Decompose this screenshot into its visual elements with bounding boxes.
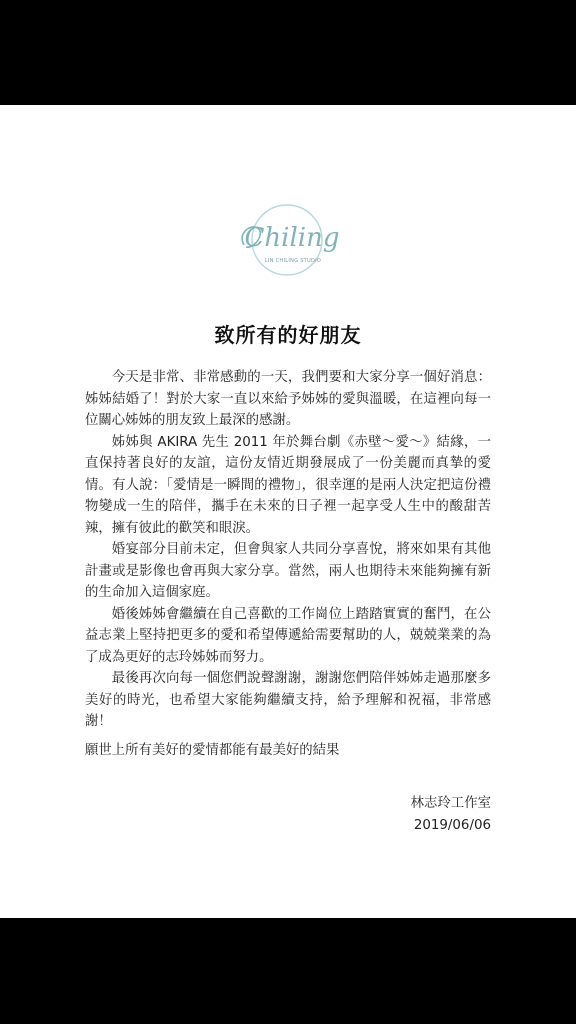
letter-page: [0, 105, 576, 918]
signature-block: [411, 793, 491, 836]
letter-paragraph: 婚宴部分目前未定，但會與家人共同分享喜悅，將來如果有其他計畫或是影像也會再與大家分享。當然，兩人也期待未來能夠擁有新的生命加入這個家庭。: [85, 542, 491, 600]
letter-paragraph: 今天是非常、非常感動的一天，我們要和大家分享一個好消息：姊姊結婚了！對於大家一直以來給予姊姊的愛與溫暖，在這裡向每一位關心姊姊的朋友致上最深的感謝。: [85, 370, 491, 428]
letter-paragraph: 姊姊與 AKIRA 先生 2011 年於舞台劇《赤壁～愛～》結緣，一直保持著良好的友誼，這份友情近期發展成了一份美麗而真摯的愛情。有人說：「愛情是一瞬間的禮物」，很幸運的是兩人決定把這份禮物變成一生的陪伴，攜手在未來的日子裡一起享受人生中的酸甜苦辣，擁有彼此的歡笑和眼淚。: [85, 434, 491, 536]
logo-script-text: Chiling: [244, 223, 340, 253]
letter-title: 致所有的好朋友: [214, 323, 362, 347]
closing-wish: 願世上所有美好的愛情都能有最美好的結果: [85, 743, 340, 758]
letter-paragraph: 最後再次向每一個您們說聲謝謝，謝謝您們陪伴姊姊走過那麼多美好的時光，也希望大家能夠繼續支持，給予理解和祝福，非常感謝！: [85, 671, 491, 729]
signature-date: 2019/06/06: [413, 817, 491, 833]
signature-name: 林志玲工作室: [410, 796, 491, 811]
letter-paragraph: 婚後姊姊會繼續在自己喜歡的工作崗位上踏踏實實的奮鬥，在公益志業上堅持把更多的愛和希望傳遞給需要幫助的人，兢兢業業的為了成為更好的志玲姊姊而努力。: [85, 606, 491, 665]
studio-logo: [230, 201, 344, 279]
logo-studio-text: LIN CHILING STUDIO: [264, 258, 322, 264]
letter-body: [85, 367, 491, 733]
